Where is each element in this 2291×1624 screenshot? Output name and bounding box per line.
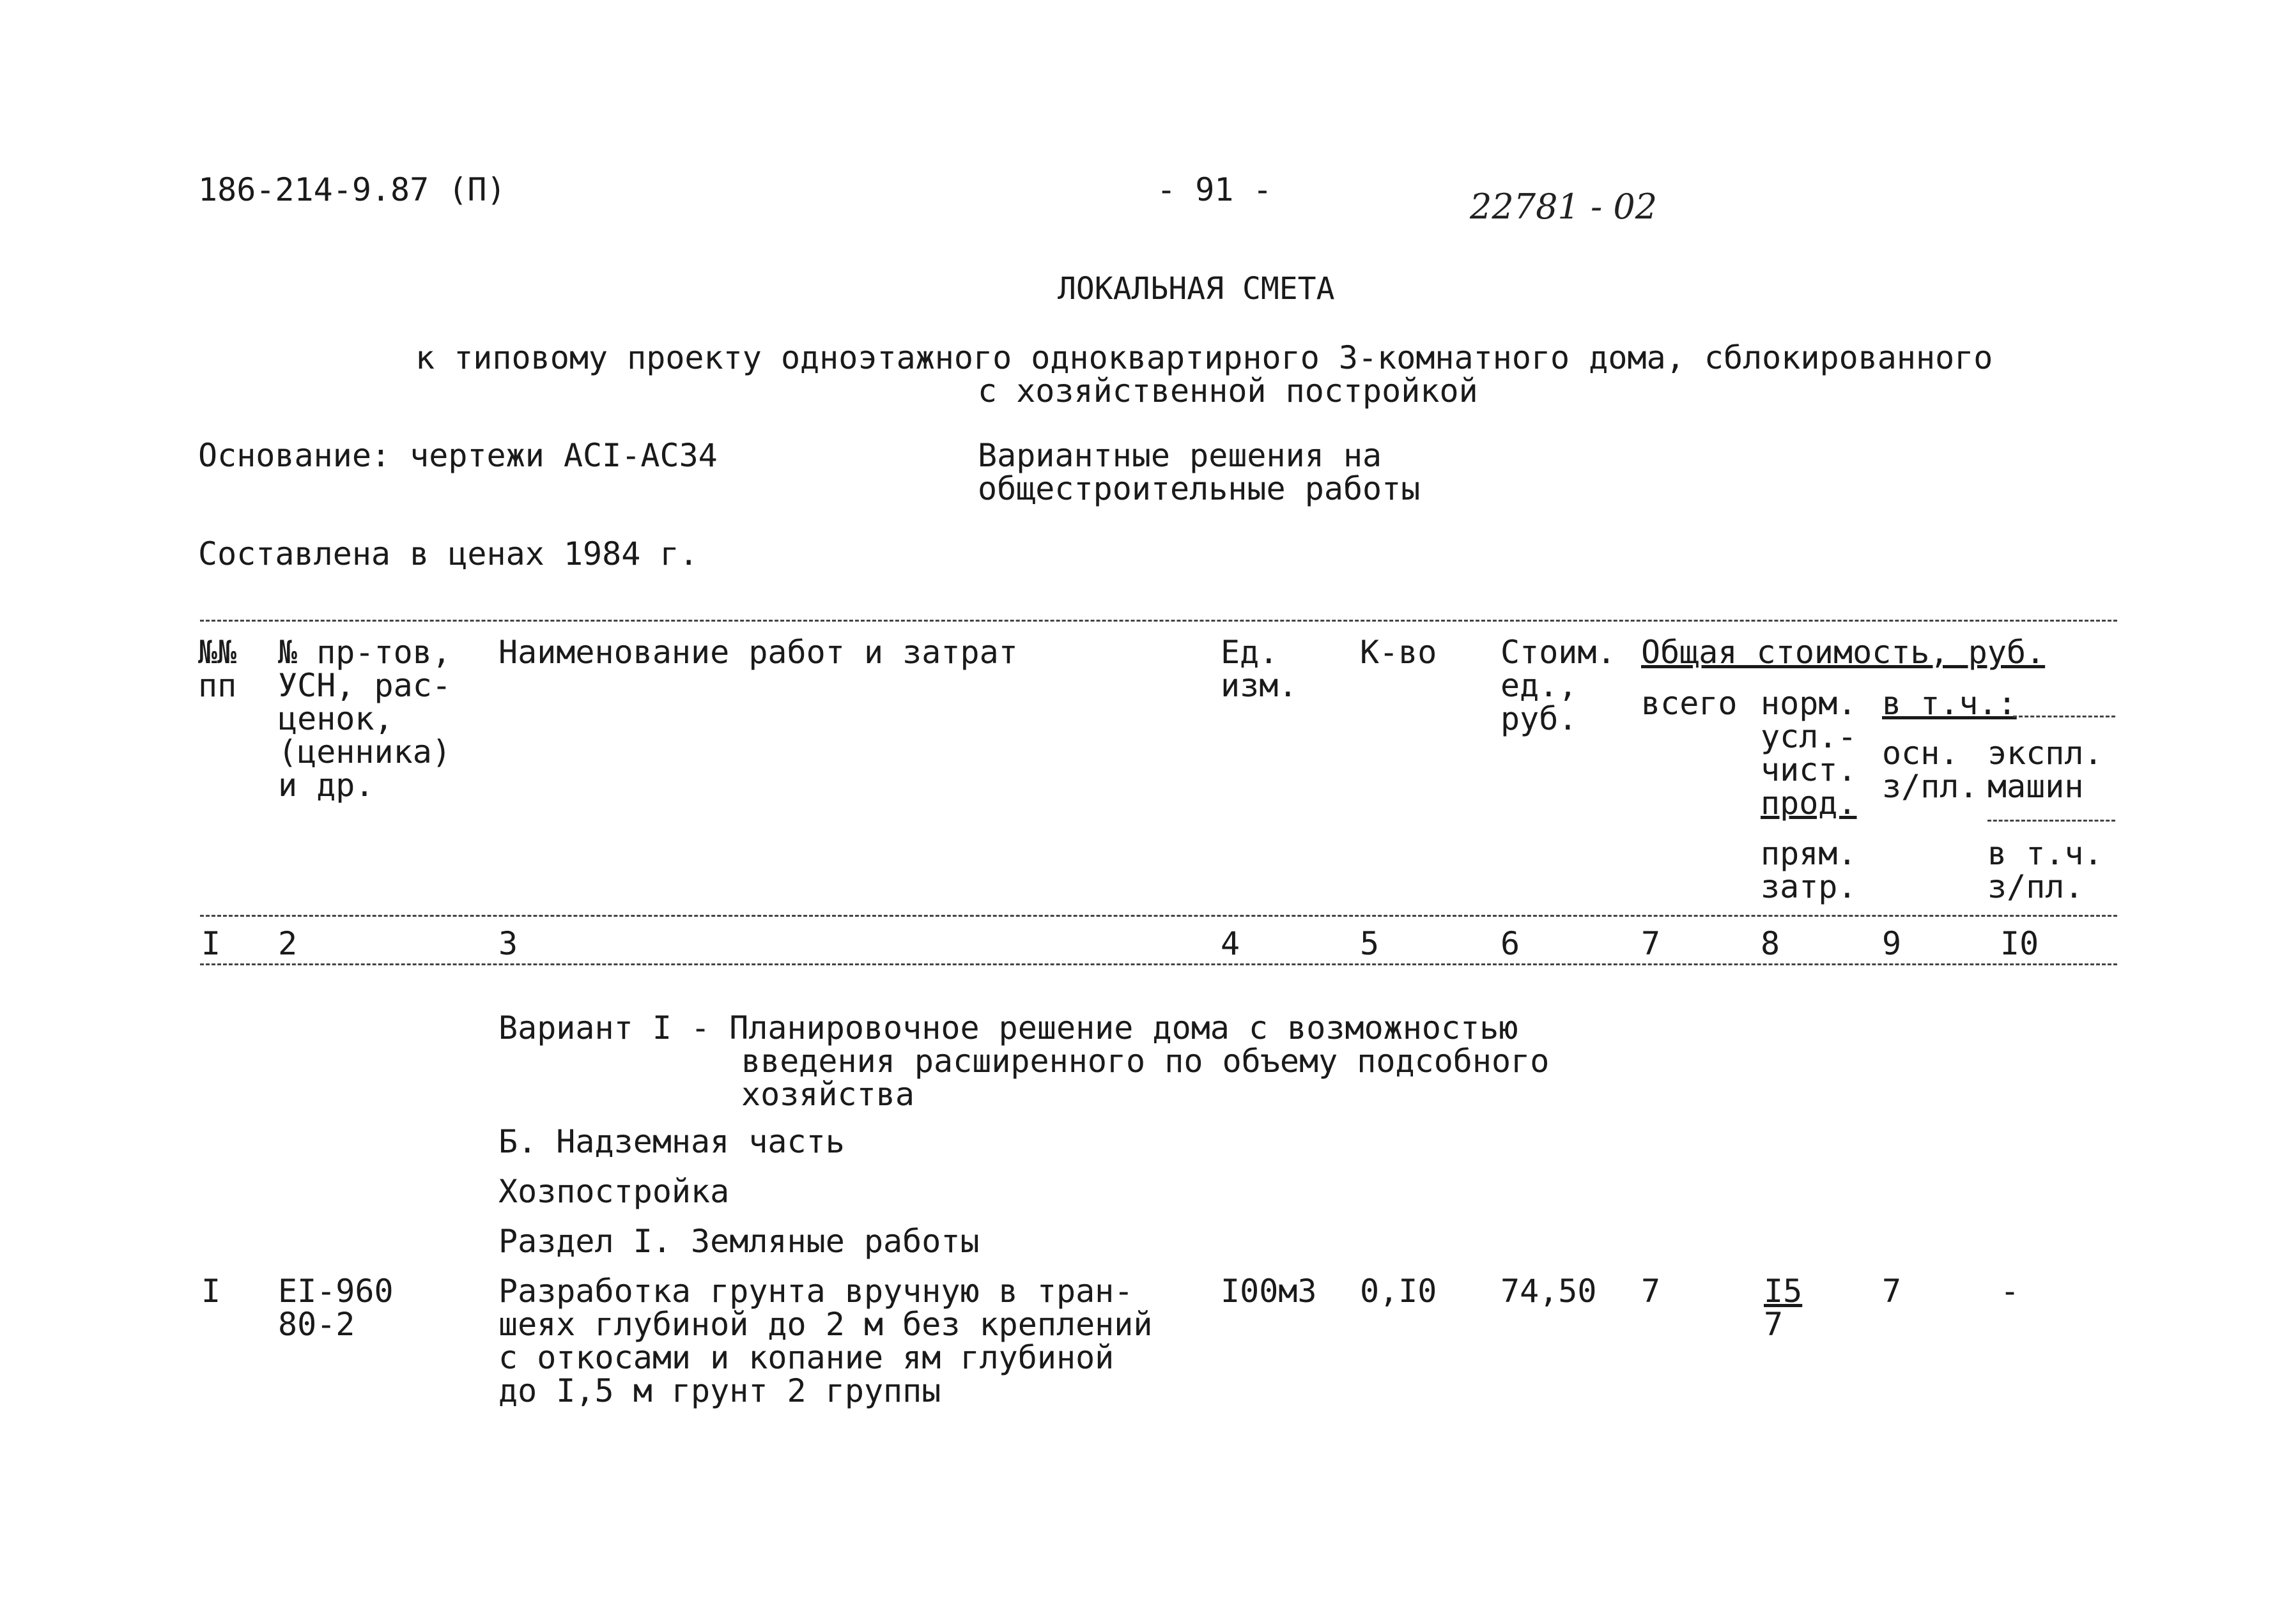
handwritten-number: 22781 - 02 [1470,187,1658,227]
col10-header-line-1: экспл. [1987,735,2103,772]
machine-operation: - [2000,1273,2020,1310]
column-number: 2 [278,925,298,962]
total-cost: 7 [1641,1273,1661,1310]
col1-header-line-1: №№ [198,634,237,671]
including-underline [2013,716,2115,717]
col10-header-line-2: машин [1987,768,2084,805]
basis-label: Основание: чертежи АСI-АС34 [198,437,718,474]
col5-header: К-во [1360,634,1437,671]
norm-cost-top: I5 [1764,1273,1803,1310]
incl-wage-line-2: з/пл. [1987,868,2084,905]
including-header: в т.ч.: [1882,685,2017,722]
work-name-line-4: до I,5 м грунт 2 группы [498,1372,941,1409]
rate-code-line-1: ЕI-960 [278,1273,394,1310]
variant-heading-line-1: Вариант I - Планировочное решение дома с возможностью [498,1009,1518,1046]
total-cost-header: Общая стоимость, руб. [1641,634,2046,671]
variant-heading-line-3: хозяйства [741,1076,914,1113]
col1-header-line-2: пп [198,667,237,704]
col8-header-line-3: чист. [1761,751,1857,788]
col3-header: Наименование работ и затрат [498,634,1018,671]
col8-header-line-4: прод. [1761,785,1857,822]
unit-of-measure: I00м3 [1221,1273,1317,1310]
column-numbers-rule [200,963,2117,965]
col6-header-line-1: Стоим. [1500,634,1616,671]
col6-header-line-2: ед., [1500,667,1578,704]
col2-header-line-2: УСН, рас- [278,667,451,704]
page-number: - 91 - [1157,171,1272,208]
work-name-line-3: с откосами и копание ям глубиной [498,1339,1115,1376]
col4-header-line-1: Ед. [1221,634,1279,671]
col8-header-line-2: усл.- [1761,718,1857,755]
column-number: I0 [2000,925,2039,962]
variant-solutions-line-1: Вариантные решения на [978,437,1382,474]
row-number: I [201,1273,221,1310]
part-heading: Б. Надземная часть [498,1123,845,1160]
table-top-rule [200,620,2117,622]
column-number: 6 [1500,925,1520,962]
col8-header-line-1: норм. [1761,685,1857,722]
unit-cost: 74,50 [1500,1273,1597,1310]
work-name-line-1: Разработка грунта вручную в тран- [498,1273,1134,1310]
col2-header-line-3: ценок, [278,700,394,737]
document-code: 186-214-9.87 (П) [198,171,506,208]
work-name-line-2: шеях глубиной до 2 м без креплений [498,1306,1153,1343]
column-number: 8 [1761,925,1780,962]
direct-costs-line-1: прям. [1761,835,1857,872]
section-heading: Раздел I. Земляные работы [498,1223,980,1260]
col7-header: всего [1641,685,1738,722]
column-number: 5 [1360,925,1380,962]
variant-solutions-line-2: общестроительные работы [978,470,1421,507]
subtitle-line-1: к типовому проекту одноэтажного одноквартирного 3-комнатного дома, сблокированного [415,339,1993,376]
col2-header-line-5: и др. [278,767,374,804]
col2-header-line-4: (ценника) [278,733,451,770]
column-number: 4 [1221,925,1240,962]
col2-header-line-1: № пр-тов, [278,634,451,671]
incl-wage-line-1: в т.ч. [1987,835,2103,872]
col6-header-line-3: руб. [1500,700,1578,737]
machines-underline [1987,820,2115,822]
rate-code-line-2: 80-2 [278,1306,355,1343]
base-wage: 7 [1882,1273,1902,1310]
direct-costs-line-2: затр. [1761,868,1857,905]
document-title: ЛОКАЛЬНАЯ СМЕТА [1058,271,1335,307]
header-bottom-rule [200,915,2117,917]
subtitle-line-2: с хозяйственной постройкой [978,372,1478,410]
col4-header-line-2: изм. [1221,667,1298,704]
column-number: 7 [1641,925,1661,962]
variant-heading-line-2: введения расширенного по объему подсобного [741,1043,1550,1080]
column-number: 3 [498,925,518,962]
quantity: 0,I0 [1360,1273,1437,1310]
col9-header-line-2: з/пл. [1882,768,1979,805]
column-number: I [201,925,221,962]
col9-header-line-1: осн. [1882,735,1959,772]
column-number: 9 [1882,925,1902,962]
building-heading: Хозпостройка [498,1173,730,1210]
norm-cost-bottom: 7 [1764,1306,1784,1343]
prices-note: Составлена в ценах 1984 г. [198,535,698,572]
